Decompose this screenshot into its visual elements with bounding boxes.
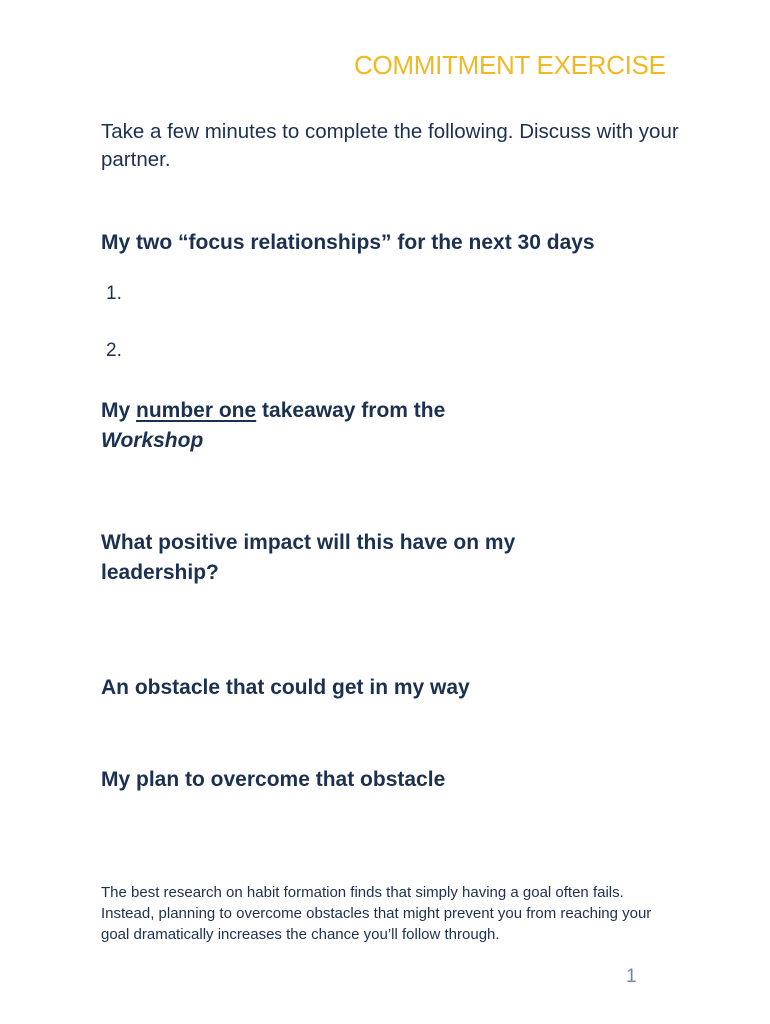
focus-relationships-heading: My two “focus relationships” for the next 30 days [101,231,595,254]
takeaway-prefix: My [101,399,137,422]
research-footnote: The best research on habit formation finds that simply having a goal often fails. Instead, planning to overcome obstacles that might prevent you from reaching your goal dramatically increases the chance you’ll follow through. [101,884,652,943]
takeaway-middle: takeaway from the [256,399,446,422]
impact-heading: What positive impact will this have on my leadership? [101,531,516,584]
takeaway-heading [101,396,541,456]
focus-item-2: 2. [106,340,122,361]
focus-item-1: 1. [106,283,122,304]
page-number: 1 [626,966,637,987]
takeaway-workshop: Workshop [101,429,204,452]
intro-text: Take a few minutes to complete the following. Discuss with your partner. [101,120,679,171]
obstacle-heading: An obstacle that could get in my way [101,676,470,699]
takeaway-emphasis: number one [136,399,257,422]
page-title: COMMITMENT EXERCISE [354,50,666,80]
plan-heading: My plan to overcome that obstacle [101,768,446,791]
